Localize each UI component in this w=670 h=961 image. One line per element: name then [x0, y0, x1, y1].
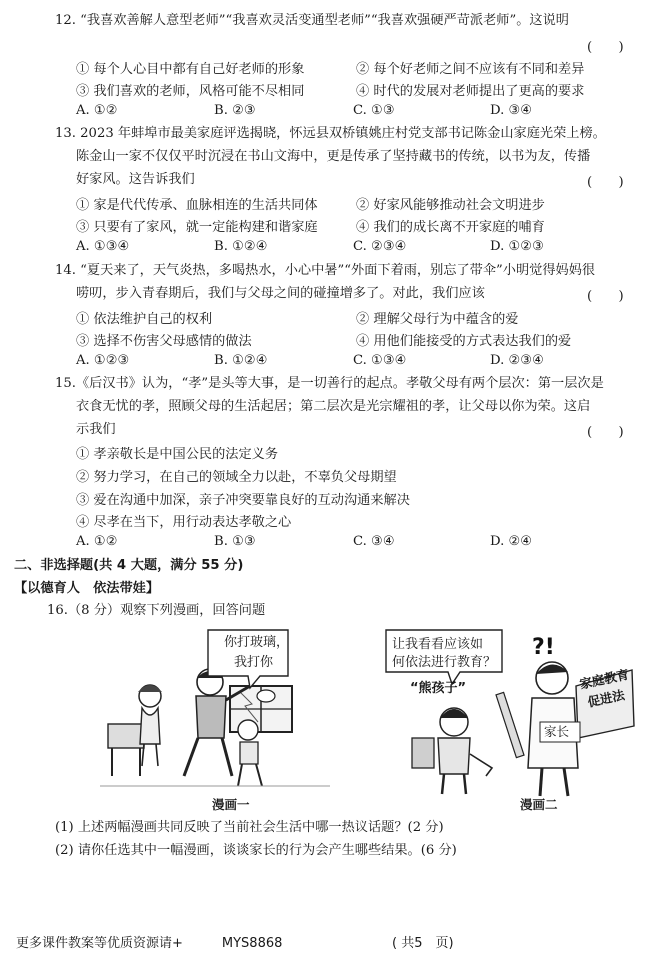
footer-page-count: ( 共5 页) — [392, 936, 454, 951]
q15-choice-a: A. ①② — [76, 534, 118, 549]
q15-option-1: ① 孝亲敬长是中国公民的法定义务 — [76, 447, 279, 462]
q15-stem-line2: 衣食无忧的孝，照顾父母的生活起居；第二层次是光宗耀祖的孝，让父母以你为荣。这启 — [76, 399, 591, 414]
q16-subquestion-1: (1) 上述两幅漫画共同反映了当前社会生活中哪一热议话题？(2 分) — [55, 820, 444, 835]
q15-option-2: ② 努力学习，在自己的领域全力以赴，不辜负父母期望 — [76, 470, 397, 485]
q12-choice-a: A. ①② — [76, 103, 118, 118]
q13-option-3: ③ 只要有了家风，就一定能构建和谐家庭 — [76, 220, 318, 235]
section-title: 二、非选择题(共 4 大题，满分 55 分) — [14, 558, 244, 573]
q13-choice-c: C. ②③④ — [353, 239, 407, 254]
q13-choice-a: A. ①③④ — [76, 239, 130, 254]
cartoon-2-child-label: “熊孩子” — [410, 681, 467, 696]
q15-stem-line1: 15.《后汉书》认为，“孝”是头等大事，是一切善行的起点。孝敬父母有两个层次：第一层次是 — [55, 376, 604, 391]
q15-option-3: ③ 爱在沟通中加深，亲子冲突要靠良好的互动沟通来解决 — [76, 493, 410, 508]
q14-answer-paren: ( ) — [587, 289, 624, 304]
cartoon-1-caption: 漫画一 — [212, 797, 250, 812]
q14-choice-a: A. ①②③ — [76, 353, 130, 368]
q12-option-4: ④ 时代的发展对老师提出了更高的要求 — [356, 84, 585, 99]
q13-option-4: ④ 我们的成长离不开家庭的哺育 — [356, 220, 545, 235]
q14-option-2: ② 理解父母行为中蕴含的爱 — [356, 312, 519, 327]
q15-choice-c: C. ③④ — [353, 534, 395, 549]
q14-choice-d: D. ②③④ — [490, 353, 544, 368]
q12-option-2: ② 每个好老师之间不应该有不同和差异 — [356, 62, 585, 77]
cartoon-2-book-title-line2: 促进法 — [586, 687, 627, 710]
svg-text:?!: ?! — [532, 635, 555, 660]
q12-stem: 12. “我喜欢善解人意型老师”“我喜欢灵活变通型老师”“我喜欢强硬严苛派老师”。这说明 — [55, 13, 569, 28]
q13-answer-paren: ( ) — [587, 175, 624, 190]
footer-watermark-text: 更多课件教案等优质资源请+ MYS8868 — [16, 936, 283, 951]
cartoon-2-bubble-line1: 让我看看应该如 — [392, 637, 484, 652]
cartoon-2-bubble-line2: 何依法进行教育？ — [392, 655, 497, 670]
q14-stem-line1: 14. “夏天来了，天气炎热，多喝热水，小心中暑”“外面下着雨，别忘了带伞”小明觉得妈妈很 — [55, 263, 596, 278]
q15-answer-paren: ( ) — [587, 425, 624, 440]
section-theme: 【以德育人 依法带娃】 — [14, 581, 160, 596]
q14-option-3: ③ 选择不伤害父母感情的做法 — [76, 334, 252, 349]
cartoon-1-bubble-line1: 你打玻璃， — [224, 635, 290, 650]
cartoon-2-book-title-line1: 家庭教育 — [578, 666, 631, 692]
q12-choice-c: C. ①③ — [353, 103, 395, 118]
q15-choice-b: B. ①③ — [214, 534, 256, 549]
q14-option-1: ① 依法维护自己的权利 — [76, 312, 213, 327]
q13-option-2: ② 好家风能够推动社会文明进步 — [356, 198, 545, 213]
q16-subquestion-2: (2) 请你任选其中一幅漫画，谈谈家长的行为会产生哪些结果。(6 分) — [55, 843, 457, 858]
q13-option-1: ① 家是代代传承、血脉相连的生活共同体 — [76, 198, 318, 213]
q13-choice-d: D. ①②③ — [490, 239, 544, 254]
q12-choice-d: D. ③④ — [490, 103, 533, 118]
cartoon-1-illustration — [100, 626, 330, 804]
q13-stem-line3: 好家风。这告诉我们 — [76, 172, 195, 187]
q15-stem-line3: 示我们 — [76, 422, 116, 437]
q14-stem-line2: 唠叨，步入青春期后，我们与父母之间的碰撞增多了。对此，我们应该 — [76, 286, 485, 301]
q14-choice-b: B. ①②④ — [214, 353, 268, 368]
q13-choice-b: B. ①②④ — [214, 239, 268, 254]
q12-answer-paren: ( ) — [587, 40, 624, 55]
q12-choice-b: B. ②③ — [214, 103, 256, 118]
q13-stem-line2: 陈金山一家不仅仅平时沉浸在书山文海中，更是传承了坚持藏书的传统，以书为友，传播 — [76, 149, 591, 164]
q12-option-3: ③ 我们喜欢的老师，风格可能不尽相同 — [76, 84, 305, 99]
q13-stem-line1: 13. 2023 年蚌埠市最美家庭评选揭晓，怀远县双桥镇姚庄村党支部书记陈金山家庭光荣上榜。 — [55, 126, 606, 141]
q12-option-1: ① 每个人心目中都有自己好老师的形象 — [76, 62, 305, 77]
q14-option-4: ④ 用他们能接受的方式表达我们的爱 — [356, 334, 572, 349]
cartoon-2-caption: 漫画二 — [520, 797, 558, 812]
q16-stem: 16.（8 分）观察下列漫画，回答问题 — [47, 603, 266, 618]
q15-choice-d: D. ②④ — [490, 534, 533, 549]
cartoon-2-parent-label: 家长 — [544, 724, 570, 739]
cartoon-1-bubble-line2: 我打你 — [234, 655, 274, 670]
q15-option-4: ④ 尽孝在当下，用行动表达孝敬之心 — [76, 515, 292, 530]
q14-choice-c: C. ①③④ — [353, 353, 407, 368]
